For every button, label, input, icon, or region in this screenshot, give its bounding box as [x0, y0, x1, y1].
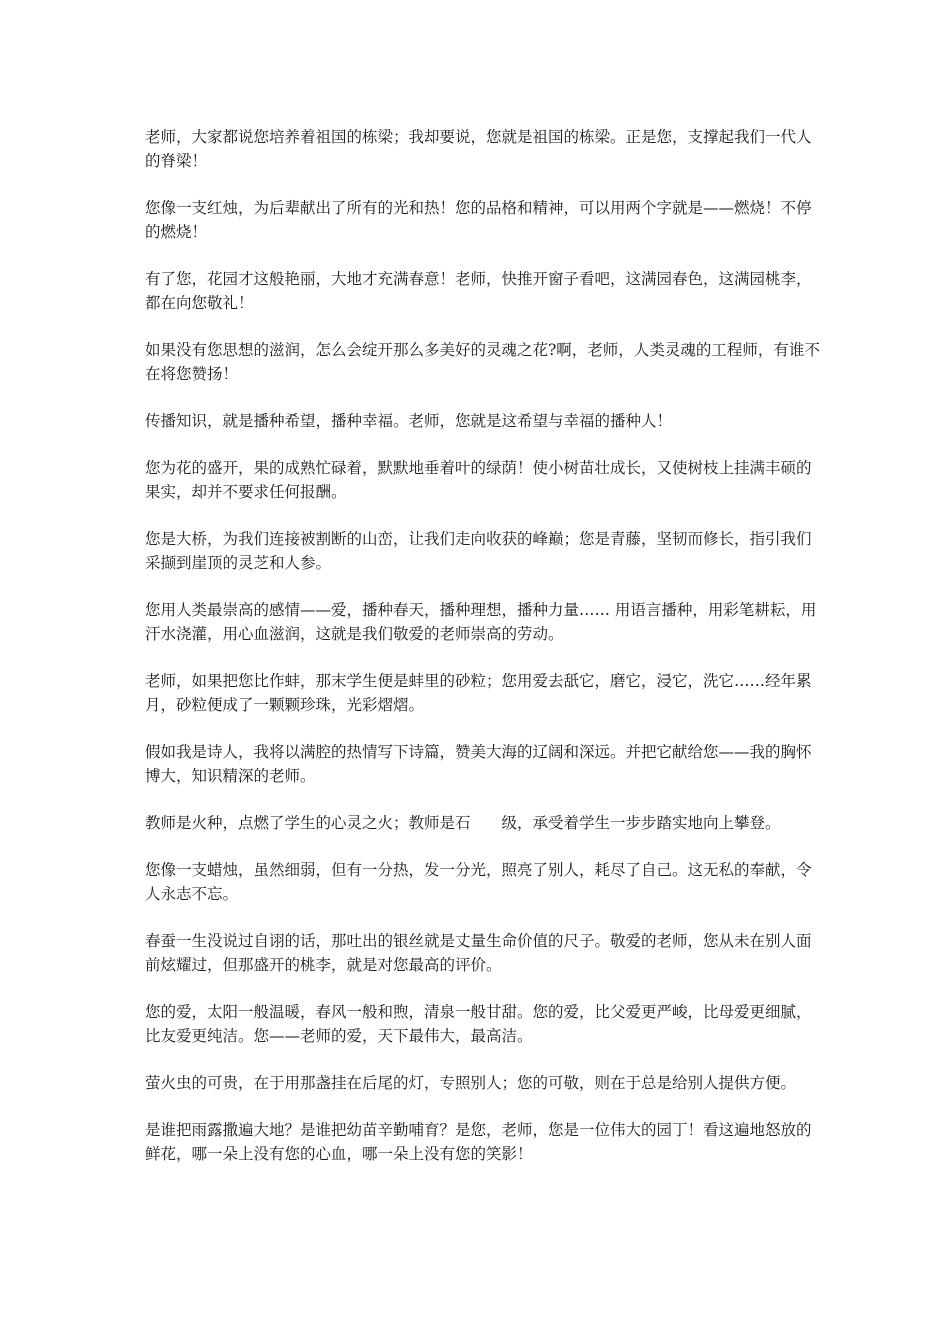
- paragraph: 您为花的盛开，果的成熟忙碌着，默默地垂着叶的绿荫！使小树苗壮成长，又使树枝上挂满丰硕的果实，却并不要求任何报酬。: [145, 459, 812, 501]
- paragraph: 教师是火种，点燃了学生的心灵之火；教师是石 级，承受着学生一步步踏实地向上攀登。: [145, 814, 781, 832]
- paragraph: 您的爱，太阳一般温暖，春风一般和煦，清泉一般甘甜。您的爱，比父爱更严峻，比母爱更细腻，比友爱更纯洁。您——老师的爱，天下最伟大，最高洁。: [145, 1003, 812, 1045]
- paragraph: 您像一支红烛，为后辈献出了所有的光和热！您的品格和精神，可以用两个字就是——燃烧！不停的燃烧！: [145, 199, 812, 241]
- document-body: [145, 125, 820, 1189]
- paragraph: 您用人类最崇高的感情——爱，播种春天，播种理想，播种力量…… 用语言播种，用彩笔耕耘，用汗水浇灌，用心血滋润，这就是我们敬爱的老师崇高的劳动。: [145, 601, 817, 643]
- paragraph: 是谁把雨露撒遍大地？是谁把幼苗辛勤哺育？是您，老师，您是一位伟大的园丁！看这遍地怒放的鲜花，哪一朵上没有您的心血，哪一朵上没有您的笑影！: [145, 1121, 812, 1163]
- paragraph: 如果没有您思想的滋润，怎么会绽开那么多美好的灵魂之花?啊，老师，人类灵魂的工程师，有谁不在将您赞扬！: [145, 341, 820, 383]
- paragraph: 您是大桥，为我们连接被割断的山峦，让我们走向收获的峰巅；您是青藤，坚韧而修长，指引我们采撷到崖顶的灵芝和人参。: [145, 530, 812, 572]
- paragraph: 有了您，花园才这般艳丽，大地才充满春意！老师，快推开窗子看吧，这满园春色，这满园桃李，都在向您敬礼！: [145, 270, 812, 312]
- paragraph: 老师，如果把您比作蚌，那末学生便是蚌里的砂粒；您用爱去舐它，磨它，浸它，洗它……经年累月，砂粒便成了一颗颗珍珠，光彩熠熠。: [145, 672, 812, 714]
- paragraph: 春蚕一生没说过自诩的话，那吐出的银丝就是丈量生命价值的尺子。敬爱的老师，您从未在别人面前炫耀过，但那盛开的桃李，就是对您最高的评价。: [145, 932, 812, 974]
- paragraph: 老师，大家都说您培养着祖国的栋梁；我却要说，您就是祖国的栋梁。正是您，支撑起我们一代人的脊梁！: [145, 128, 812, 170]
- paragraph: 萤火虫的可贵，在于用那盏挂在后尾的灯，专照别人；您的可敬，则在于总是给别人提供方便。: [145, 1074, 797, 1092]
- paragraph: 您像一支蜡烛，虽然细弱，但有一分热，发一分光，照亮了别人，耗尽了自己。这无私的奉献，令人永志不忘。: [145, 861, 812, 903]
- paragraph: 假如我是诗人，我将以满腔的热情写下诗篇，赞美大海的辽阔和深远。并把它献给您——我的胸怀博大，知识精深的老师。: [145, 743, 812, 785]
- paragraph: 传播知识，就是播种希望，播种幸福。老师，您就是这希望与幸福的播种人！: [145, 412, 673, 430]
